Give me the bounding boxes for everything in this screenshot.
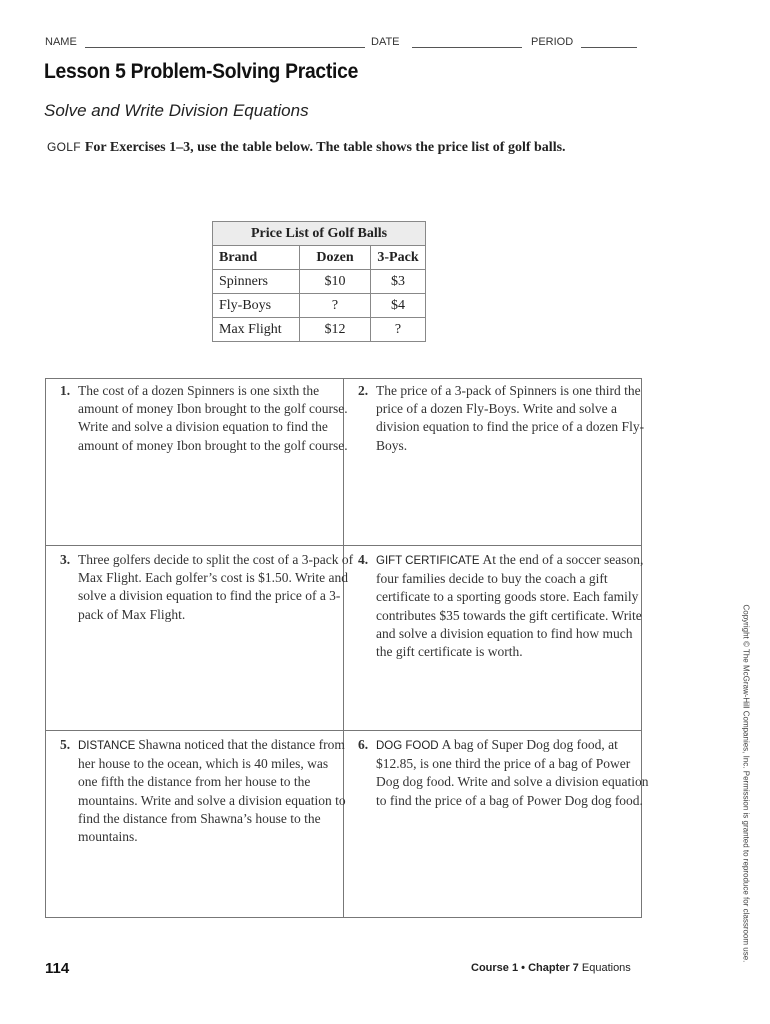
exercise-tag: GIFT CERTIFICATE (376, 555, 480, 567)
intro-paragraph (47, 138, 567, 157)
exercise-tag: DOG FOOD (376, 740, 439, 752)
exercise-4 (358, 551, 648, 661)
exercise-number: 4. (358, 552, 369, 567)
table-cell-brand: Fly-Boys (213, 294, 300, 318)
name-label: NAME (45, 36, 77, 48)
footer-bullet: • (521, 962, 525, 974)
exercise-number: 3. (60, 552, 71, 567)
exercise-number: 5. (60, 737, 71, 752)
table-row (213, 294, 426, 318)
exercise-text: The price of a 3-pack of Spinners is one third the price of a dozen Fly-Boys. Write and solve a division equation to find the price of a dozen Fly-Boys. (376, 383, 645, 453)
exercise-number: 1. (60, 383, 71, 398)
exercise-text: The cost of a dozen Spinners is one sixth the amount of money Ibon brought to the golf course. Write and solve a division equation to find the amount of money Ibon brought to the golf course. (78, 383, 348, 453)
exercise-text: Shawna noticed that the distance from her house to the ocean, which is 40 miles, was one fifth the distance from her house to the mountains. Write and solve a division equation to find the distance from Shawna’s house to the mountains. (78, 737, 346, 845)
period-label: PERIOD (531, 36, 574, 48)
footer-chapter-title: Equations (581, 962, 631, 974)
intro-tag: GOLF (47, 140, 81, 154)
table-cell-brand: Max Flight (213, 318, 300, 342)
table-header-brand: Brand (213, 246, 300, 270)
table-cell-dozen: $12 (300, 318, 371, 342)
copyright-notice: Copyright © The McGraw-Hill Companies, Inc. Permission is granted to reproduce for classroom use. (741, 604, 751, 963)
table-row (213, 318, 426, 342)
table-cell-3pack: $3 (371, 270, 426, 294)
table-cell-dozen: ? (300, 294, 371, 318)
name-field[interactable] (85, 47, 365, 48)
footer-course-name: Course 1 (471, 962, 519, 974)
grid-divider-horizontal (45, 730, 642, 731)
exercise-tag: DISTANCE (78, 740, 136, 752)
exercise-2 (358, 382, 652, 455)
exercise-number: 2. (358, 383, 369, 398)
exercise-3 (60, 551, 354, 624)
exercise-1 (60, 382, 350, 455)
table-cell-3pack: ? (371, 318, 426, 342)
table-cell-3pack: $4 (371, 294, 426, 318)
exercise-text: Three golfers decide to split the cost of a 3-pack of Max Flight. Each golfer’s cost is $1.50. Write and solve a division equation to find the price of a 3-pack of Max Flight. (78, 552, 354, 622)
exercise-6 (358, 736, 656, 810)
grid-divider-horizontal (45, 545, 642, 546)
table-row (213, 270, 426, 294)
page-title: Lesson 5 Problem-Solving Practice (44, 60, 359, 83)
exercise-5 (60, 736, 346, 846)
date-label: DATE (371, 36, 400, 48)
table-cell-brand: Spinners (213, 270, 300, 294)
date-field[interactable] (412, 47, 522, 48)
table-cell-dozen: $10 (300, 270, 371, 294)
price-table-header-row (213, 246, 426, 270)
exercise-text: A bag of Super Dog dog food, at $12.85, is one third the price of a bag of Power Dog dog food. Write and solve a division equation to find the price of a bag of Power Dog dog food. (376, 737, 649, 808)
footer-course (471, 962, 631, 974)
table-header-3pack: 3-Pack (371, 246, 426, 270)
footer-chapter: Chapter 7 (528, 962, 579, 974)
table-header-dozen: Dozen (300, 246, 371, 270)
page-subtitle: Solve and Write Division Equations (44, 101, 309, 120)
period-field[interactable] (581, 47, 637, 48)
exercise-text: At the end of a soccer season, four families decide to buy the coach a gift certificate to a sporting goods store. Each family contributes $35 towards the gift certificate. Write and solve a division equation to find how much the gift certificate is worth. (376, 552, 644, 660)
page-number: 114 (45, 960, 70, 977)
exercise-number: 6. (358, 737, 369, 752)
intro-text: For Exercises 1–3, use the table below. The table shows the price list of golf balls. (84, 140, 566, 155)
price-table (212, 221, 426, 342)
price-table-caption: Price List of Golf Balls (213, 222, 426, 246)
